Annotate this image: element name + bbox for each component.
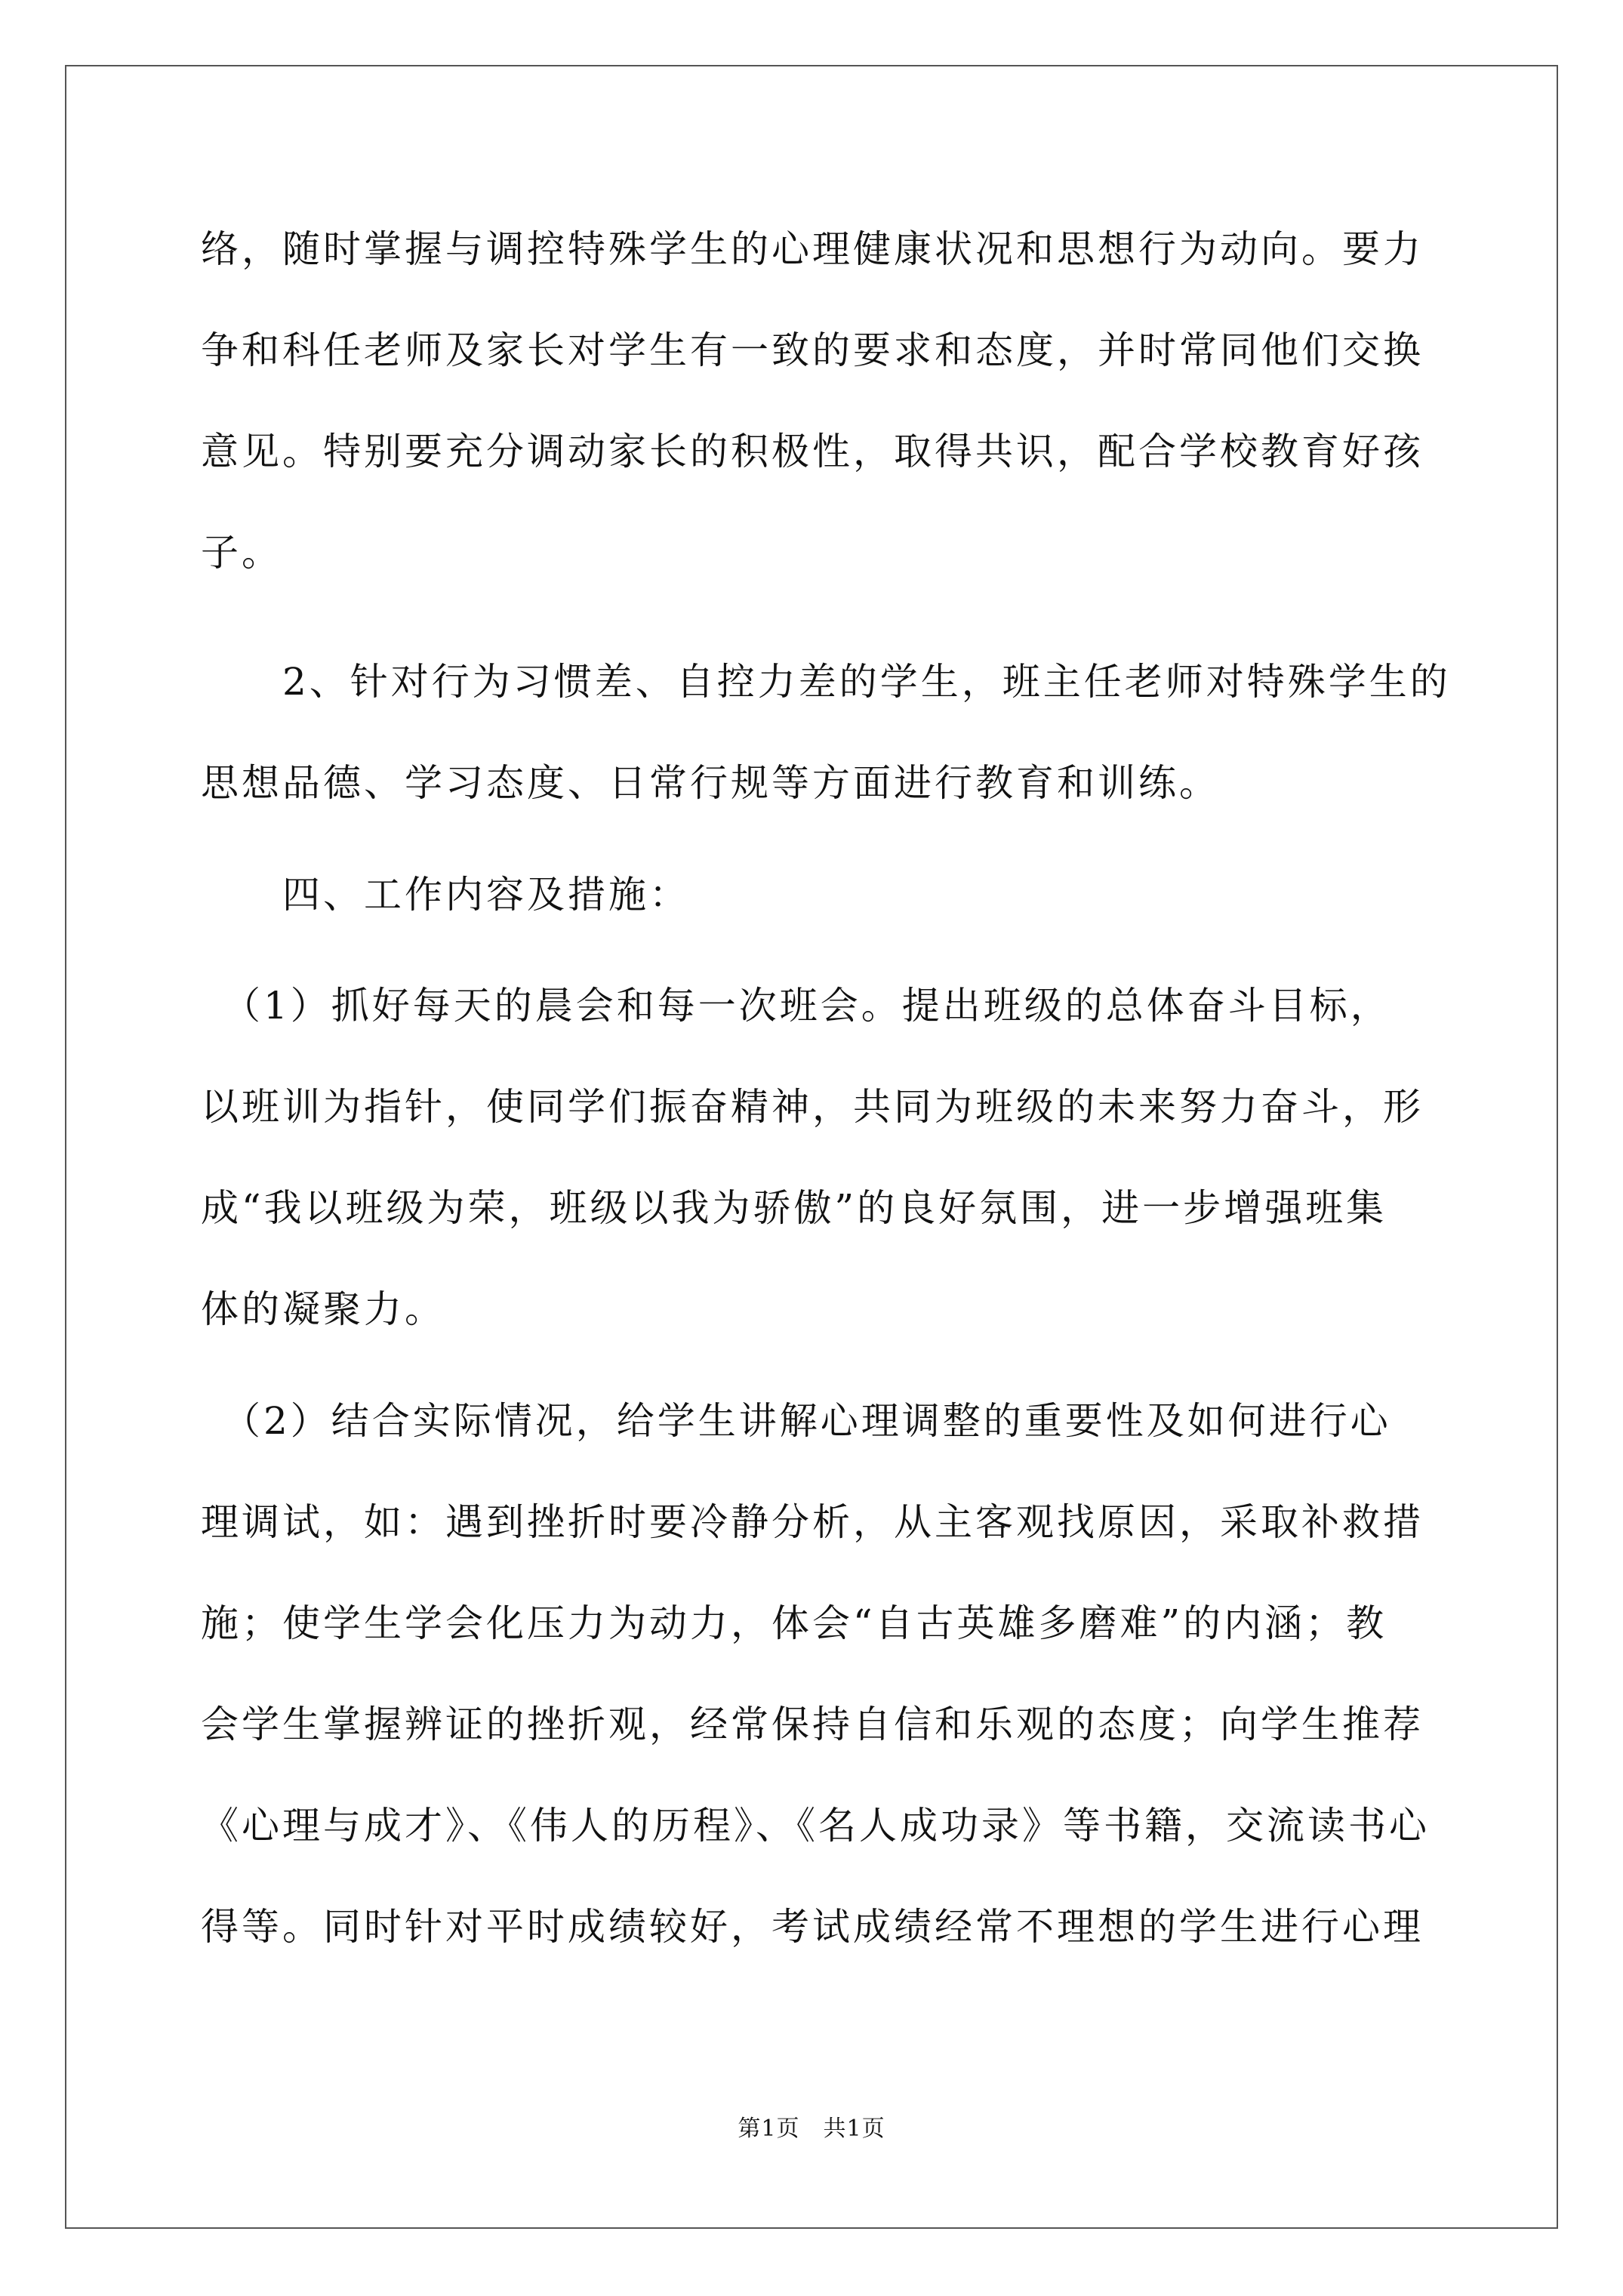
text-line: 以班训为指针，使同学们振奋精神，共同为班级的未来努力奋斗，形 (201, 1085, 1424, 1129)
text-line: 成“我以班级为荣，班级以我为骄傲”的良好氛围，进一步增强班集 (201, 1186, 1387, 1230)
text-line: 争和科任老师及家长对学生有一致的要求和态度，并时常同他们交换 (201, 328, 1424, 372)
text-line: 会学生掌握辨证的挫折观，经常保持自信和乐观的态度；向学生推荐 (201, 1703, 1424, 1746)
text-line: 思想品德、学习态度、日常行规等方面进行教育和训练。 (201, 761, 1220, 805)
text-line: 得等。同时针对平时成绩较好，考试成绩经常不理想的学生进行心理 (201, 1905, 1424, 1949)
text-line: 施；使学生学会化压力为动力，体会“自古英雄多磨难”的内涵；教 (201, 1601, 1387, 1645)
text-line: 体的凝聚力。 (201, 1287, 445, 1331)
text-line: （1）抓好每天的晨会和每一次班会。提出班级的总体奋斗目标， (201, 984, 1391, 1028)
text-line: 子。 (201, 531, 282, 575)
text-line: 意见。特别要充分调动家长的积极性，取得共识，配合学校教育好孩 (201, 430, 1424, 473)
text-line: 《心理与成才》、《伟人的历程》、《名人成功录》等书籍，交流读书心 (201, 1804, 1430, 1848)
page-footer: 第1页 共1页 (738, 2116, 885, 2142)
text-line: 理调试，如：遇到挫折时要冷静分析，从主客观找原因，采取补救措 (201, 1500, 1424, 1544)
text-line: 2、针对行为习惯差、自控力差的学生，班主任老师对特殊学生的 (201, 660, 1451, 704)
text-line: 四、工作内容及措施： (201, 873, 690, 917)
text-line: 络，随时掌握与调控特殊学生的心理健康状况和思想行为动向。要力 (201, 227, 1424, 271)
text-line: （2）结合实际情况，给学生讲解心理调整的重要性及如何进行心 (201, 1399, 1391, 1443)
